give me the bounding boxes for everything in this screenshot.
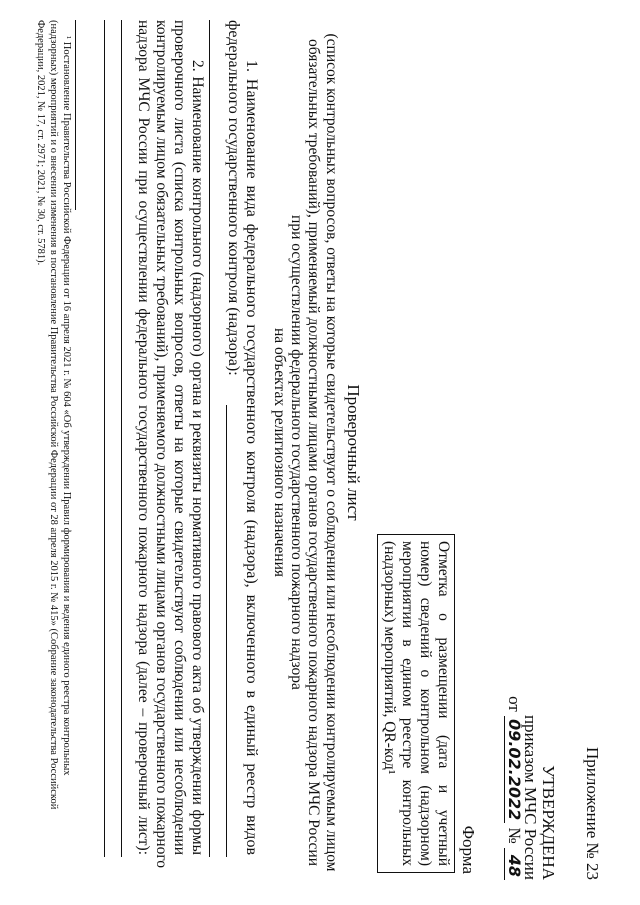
item-1-line-1: 1. Наименование вида федерального государственного контроля (надзора), включенного в единый реестр видов [243, 60, 260, 855]
subtitle-line-1: (список контрольных вопросов, ответы на которые свидетельствуют о соблюдении или несоблюдении контролируемым лицом [323, 33, 340, 872]
checklist-title: Проверочный лист [344, 384, 363, 521]
order-date-line [504, 640, 524, 880]
order-label: приказом МЧС России [521, 714, 540, 880]
footnote-line-3: Федерации, 2021, № 17, ст. 2971; 2021, № 30, ст. 5781). [35, 20, 46, 266]
date-prefix: от [505, 696, 524, 712]
subtitle-line-2: обязательных требований), применяемый должностными лицами органов государственного пожарного надзора МЧС России [305, 38, 322, 867]
item-1-answer-line [209, 20, 210, 857]
number-sign: № [505, 827, 524, 844]
subtitle-line-3: при осуществлении федерального государственного пожарного надзора [288, 215, 305, 690]
subtitle-line-4: на объектах религиозного назначения [271, 327, 288, 578]
registry-mark-line-3: мероприятии в едином реестре контрольных [399, 541, 416, 866]
registry-mark-box [377, 534, 455, 873]
approved-label: УТВЕРЖДЕНА [539, 765, 558, 880]
item-2-answer-line-2 [104, 20, 105, 857]
item-2-line-3: контролируемым лицом обязательных требований), применяемого должностными лицами органов государственного пожарного [153, 20, 170, 869]
item-2-answer-line-1 [121, 20, 122, 857]
appendix-label: Приложение № 23 [583, 747, 602, 880]
footnote-line-2: (надзорных) мероприятий и о внесении изменения в постановление Правительства Российской Федерации от 28 апреля 2015 г. № 415» (Собрание законодательства Российской [48, 20, 59, 810]
item-2-line-4: надзора МЧС России при осуществлении федерального государственного пожарного надзора (далее – проверочный лист): [135, 20, 152, 855]
registry-mark-line-1: Отметка о размещении (дата и учетный [435, 541, 452, 866]
item-2-line-2: проверочного листа (списка контрольных вопросов, ответы на которые свидетельствуют соблюдении или несоблюдении [171, 20, 188, 855]
item-2-line-1: 2. Наименование контрольного (надзорного) органа и реквизиты нормативного правового акта об утверждении формы [189, 60, 206, 855]
handwritten-date: 09.02.2022 [504, 716, 524, 823]
registry-mark-line-2: номер) сведений о контрольном (надзорном) [417, 541, 434, 866]
footnote-line-1: ¹ Постановление Правительства Российской Федерации от 16 апреля 2021 г. № 604 «Об утверждении Правил формирования и ведения единого реестра контрольных [61, 36, 72, 776]
footnote-separator [75, 20, 76, 210]
form-label: Форма [459, 825, 478, 874]
item-1-line-2: федерального государственного контроля (надзора): [225, 20, 242, 376]
registry-mark-line-4: (надзорных) мероприятий, QR-код¹ [381, 541, 398, 775]
handwritten-number: 48 [504, 848, 524, 880]
item-1-fill-line [226, 405, 227, 857]
